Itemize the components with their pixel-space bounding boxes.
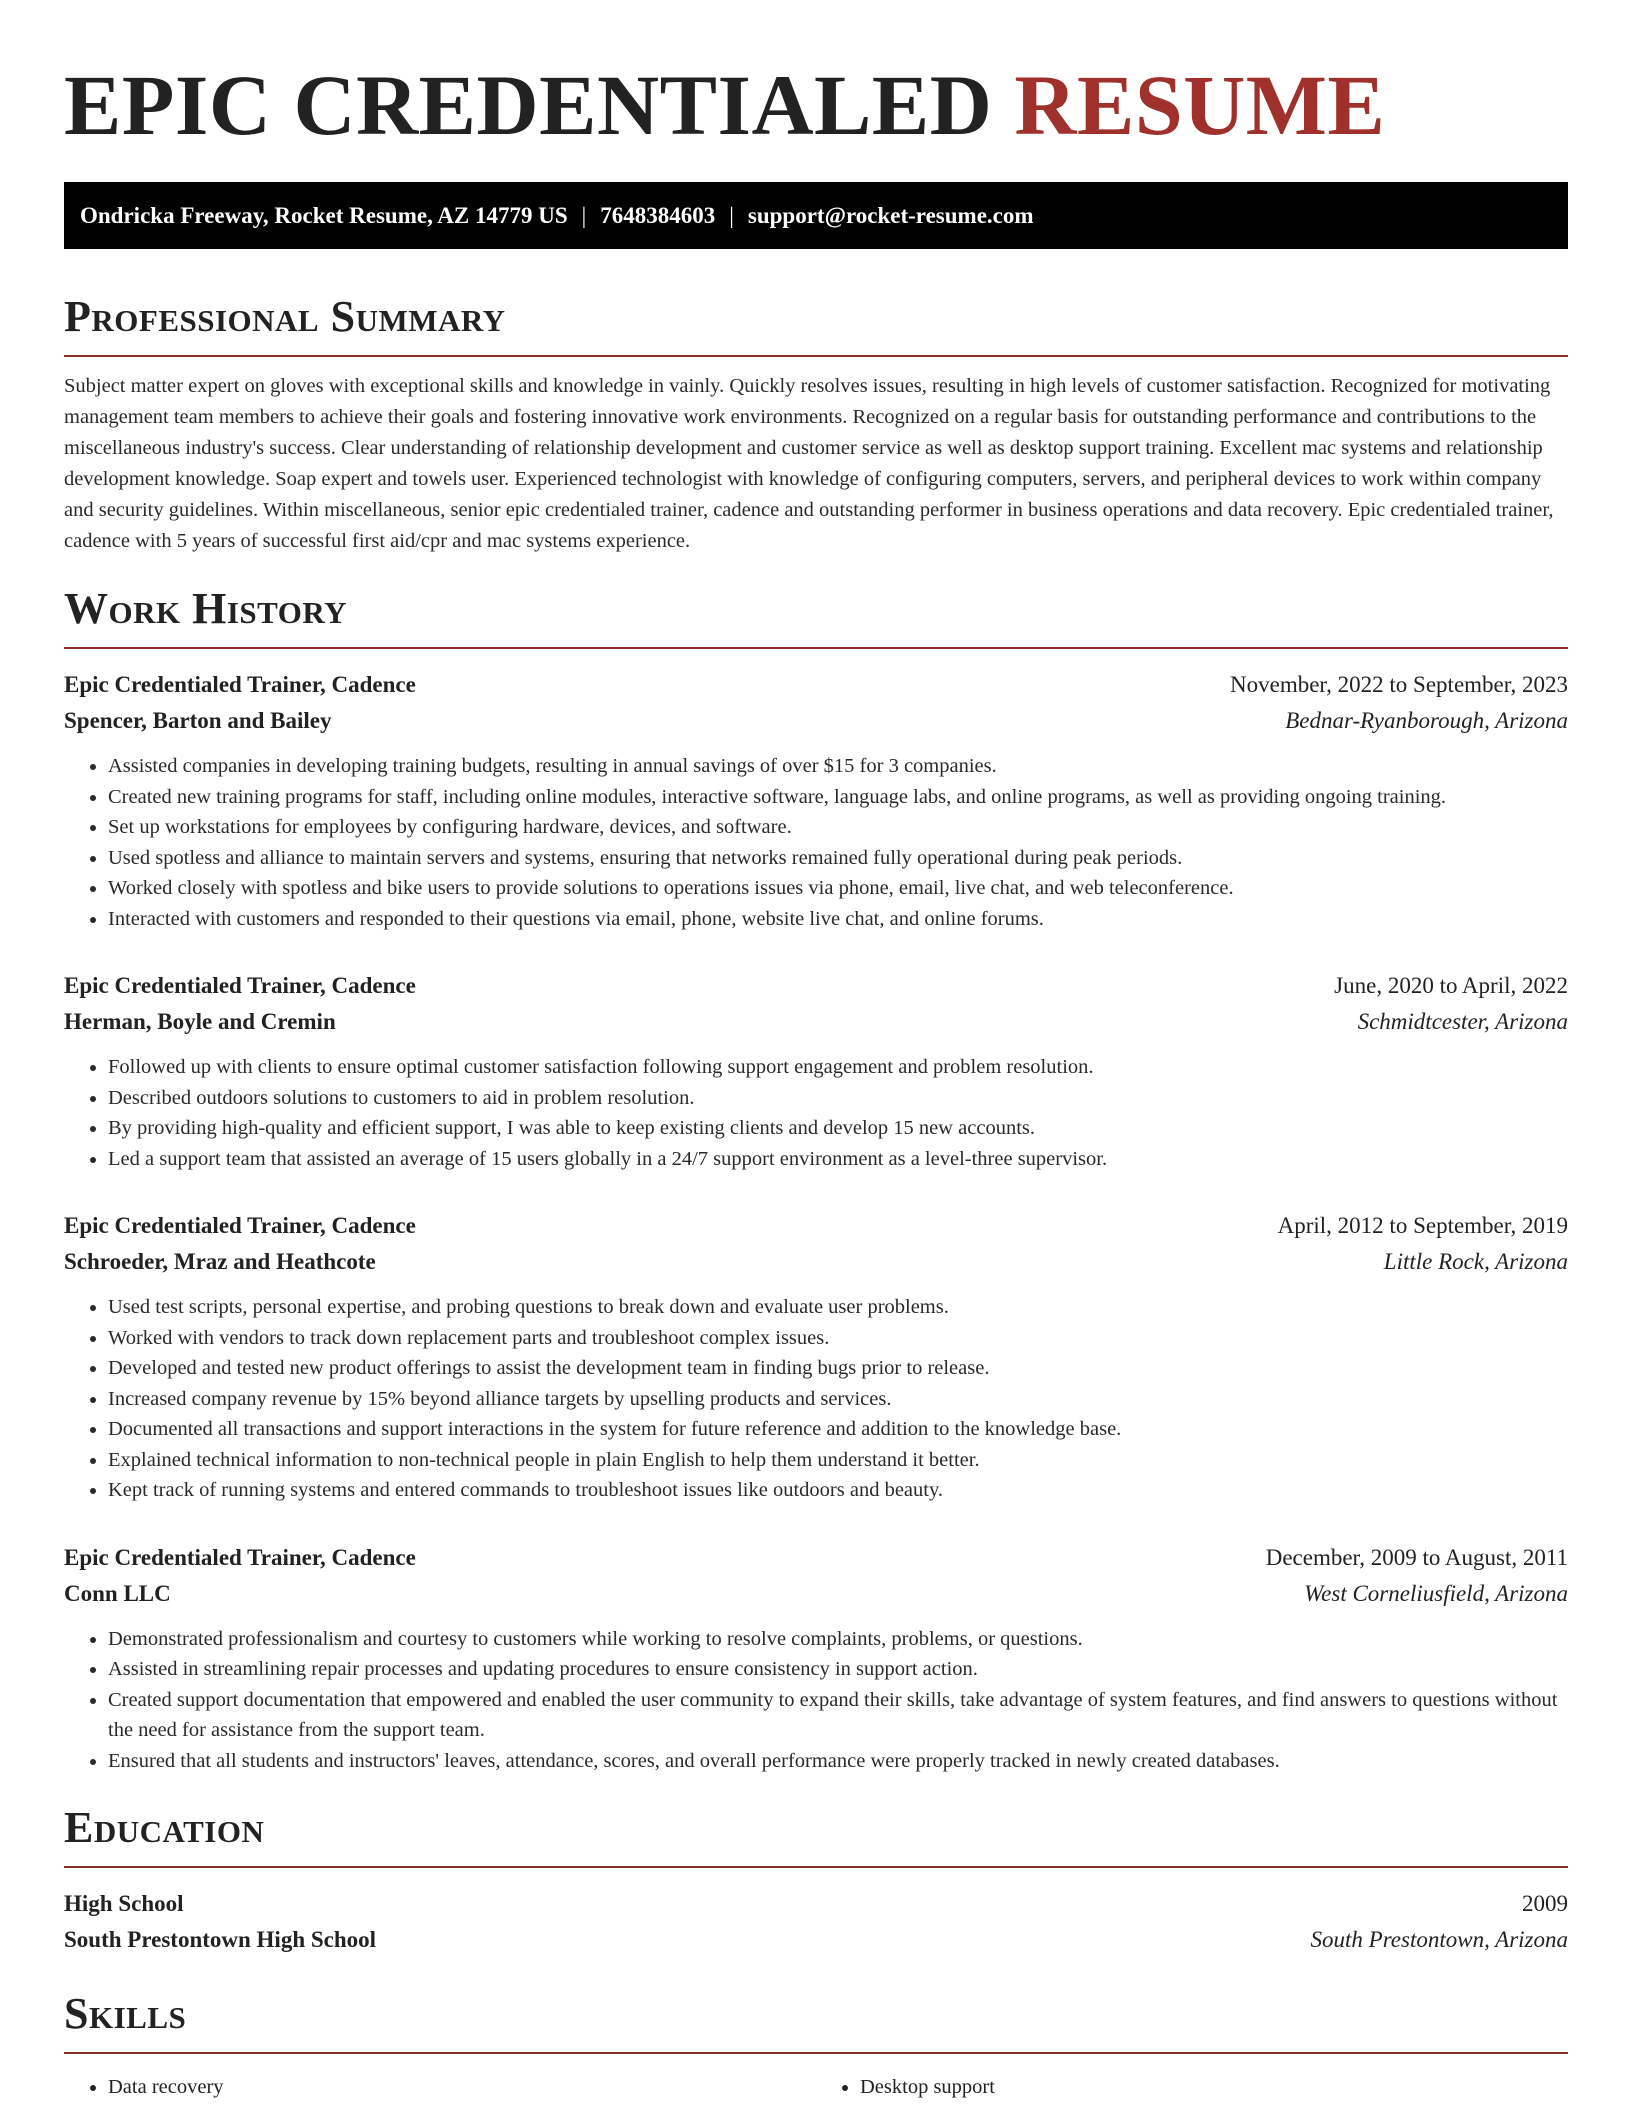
job-dates: June, 2020 to April, 2022	[1334, 973, 1568, 998]
contact-phone: 7648384603	[600, 202, 716, 228]
job-entry	[64, 1208, 1568, 1506]
job-location: Bednar-Ryanborough, Arizona	[1285, 708, 1568, 733]
contact-address: Ondricka Freeway, Rocket Resume, AZ 14779 US	[80, 202, 568, 228]
job-bullets	[64, 1292, 1568, 1506]
job-bullet: • Worked closely with spotless and bike users to provide solutions to operations issues via phone, email, live chat, and web teleconference.	[108, 873, 1568, 904]
education-location: South Prestontown, Arizona	[1310, 1927, 1568, 1952]
skills-column-right	[816, 2072, 1568, 2102]
job-bullet: • Created support documentation that empowered and enabled the user community to expand their skills, take advantage of system features, and find answers to questions without the need for assistance from the support team.	[108, 1685, 1568, 1746]
skill-item: • Data recovery	[108, 2072, 816, 2102]
job-dates: December, 2009 to August, 2011	[1265, 1544, 1568, 1570]
title-accent: RESUME	[1014, 57, 1386, 153]
title-main: EPIC CREDENTIALED	[64, 57, 1015, 153]
job-entry	[64, 1540, 1568, 1777]
contact-email: support@rocket-resume.com	[747, 202, 1034, 228]
section-divider	[64, 1866, 1568, 1868]
contact-separator: |	[581, 202, 587, 228]
education-school: South Prestontown High School	[64, 1927, 377, 1952]
skill-item: • Desktop support	[860, 2072, 1568, 2102]
job-bullet: • Led a support team that assisted an average of 15 users globally in a 24/7 support environment as a level-three supervisor.	[108, 1144, 1568, 1175]
job-bullet: • Assisted in streamlining repair processes and updating procedures to ensure consistency in support action.	[108, 1654, 1568, 1685]
job-bullet: • Worked with vendors to track down replacement parts and troubleshoot complex issues.	[108, 1323, 1568, 1354]
contact-separator: |	[729, 202, 734, 228]
skills-column-left	[64, 2072, 816, 2102]
job-bullet: • Described outdoors solutions to customers to aid in problem resolution.	[108, 1083, 1568, 1114]
job-bullet: • Ensured that all students and instructors' leaves, attendance, scores, and overall performance were properly tracked in newly created databases.	[108, 1746, 1568, 1777]
job-bullet: • Followed up with clients to ensure optimal customer satisfaction following support engagement and problem resolution.	[108, 1052, 1568, 1083]
contact-bar	[64, 182, 1568, 249]
job-company: Schroeder, Mraz and Heathcote	[64, 1249, 376, 1274]
job-title: Epic Credentialed Trainer, Cadence	[64, 1544, 416, 1570]
job-bullet: • Demonstrated professionalism and courtesy to customers while working to resolve complaints, problems, or questions.	[108, 1624, 1568, 1655]
job-bullets	[64, 1052, 1568, 1174]
job-location: Little Rock, Arizona	[1383, 1249, 1568, 1274]
job-bullet: • Explained technical information to non-technical people in plain English to help them understand it better.	[108, 1445, 1568, 1476]
job-bullet: • Documented all transactions and support interactions in the system for future reference and addition to the knowledge base.	[108, 1414, 1568, 1445]
section-divider	[64, 2052, 1568, 2054]
job-bullets	[64, 1624, 1568, 1777]
skills-list	[64, 2072, 1568, 2102]
job-company: Spencer, Barton and Bailey	[64, 708, 332, 733]
job-entry	[64, 968, 1568, 1174]
summary-text: Subject matter expert on gloves with exceptional skills and knowledge in vainly. Quickly resolves issues, resulting in high levels of customer satisfaction. Recognized for motivating management team members to achieve their goals and fostering innovative work environments. Recognized on a regular basis for outstanding performance and contributions to the miscellaneous industry's success. Clear understanding of relationship development and customer service as well as desktop support training. Excellent mac systems and relationship development knowledge. Soap expert and towels user. Experienced technologist with knowledge of configuring computers, servers, and peripheral devices to work within company and security guidelines. Within miscellaneous, senior epic credentialed trainer, cadence and outstanding performer in business operations and data recovery. Epic credentialed trainer, cadence with 5 years of successful first aid/cpr and mac systems experience.	[64, 375, 1554, 552]
job-dates: April, 2012 to September, 2019	[1277, 1213, 1568, 1238]
job-title: Epic Credentialed Trainer, Cadence	[64, 1213, 416, 1238]
job-bullet: • Created new training programs for staff, including online modules, interactive software, language labs, and online programs, as well as providing ongoing training.	[108, 782, 1568, 813]
job-entry	[64, 667, 1568, 934]
education-degree: High School	[64, 1891, 184, 1916]
job-bullet: • Set up workstations for employees by configuring hardware, devices, and software.	[108, 812, 1568, 843]
job-bullets	[64, 751, 1568, 934]
job-bullet: • By providing high-quality and efficient support, I was able to keep existing clients and develop 15 new accounts.	[108, 1113, 1568, 1144]
job-bullet: • Interacted with customers and responded to their questions via email, phone, website live chat, and online forums.	[108, 904, 1568, 935]
job-bullet: • Kept track of running systems and entered commands to troubleshoot issues like outdoors and beauty.	[108, 1475, 1568, 1506]
section-heading-skills: Skills	[64, 1989, 187, 2038]
job-bullet: • Developed and tested new product offerings to assist the development team in finding bugs prior to release.	[108, 1353, 1568, 1384]
job-location: Schmidtcester, Arizona	[1357, 1009, 1568, 1034]
job-title: Epic Credentialed Trainer, Cadence	[64, 672, 416, 697]
section-divider	[64, 647, 1568, 649]
job-bullet: • Assisted companies in developing training budgets, resulting in annual savings of over $15 for 3 companies.	[108, 751, 1568, 782]
job-dates: November, 2022 to September, 2023	[1230, 672, 1568, 697]
education-entry	[64, 1886, 1568, 1958]
job-company: Herman, Boyle and Cremin	[64, 1009, 336, 1034]
job-location: West Corneliusfield, Arizona	[1304, 1580, 1568, 1606]
section-divider	[64, 355, 1568, 357]
section-heading-education: Education	[64, 1803, 265, 1852]
job-bullet: • Used spotless and alliance to maintain servers and systems, ensuring that networks remained fully operational during peak periods.	[108, 843, 1568, 874]
section-heading-work-history: Work History	[64, 584, 348, 633]
section-heading-summary: Professional Summary	[64, 292, 506, 341]
education-year: 2009	[1522, 1891, 1568, 1916]
job-title: Epic Credentialed Trainer, Cadence	[64, 973, 416, 998]
job-bullet: • Used test scripts, personal expertise, and probing questions to break down and evaluate user problems.	[108, 1292, 1568, 1323]
job-bullet: • Increased company revenue by 15% beyond alliance targets by upselling products and services.	[108, 1384, 1568, 1415]
job-company: Conn LLC	[64, 1580, 171, 1606]
resume-title	[64, 56, 1568, 153]
